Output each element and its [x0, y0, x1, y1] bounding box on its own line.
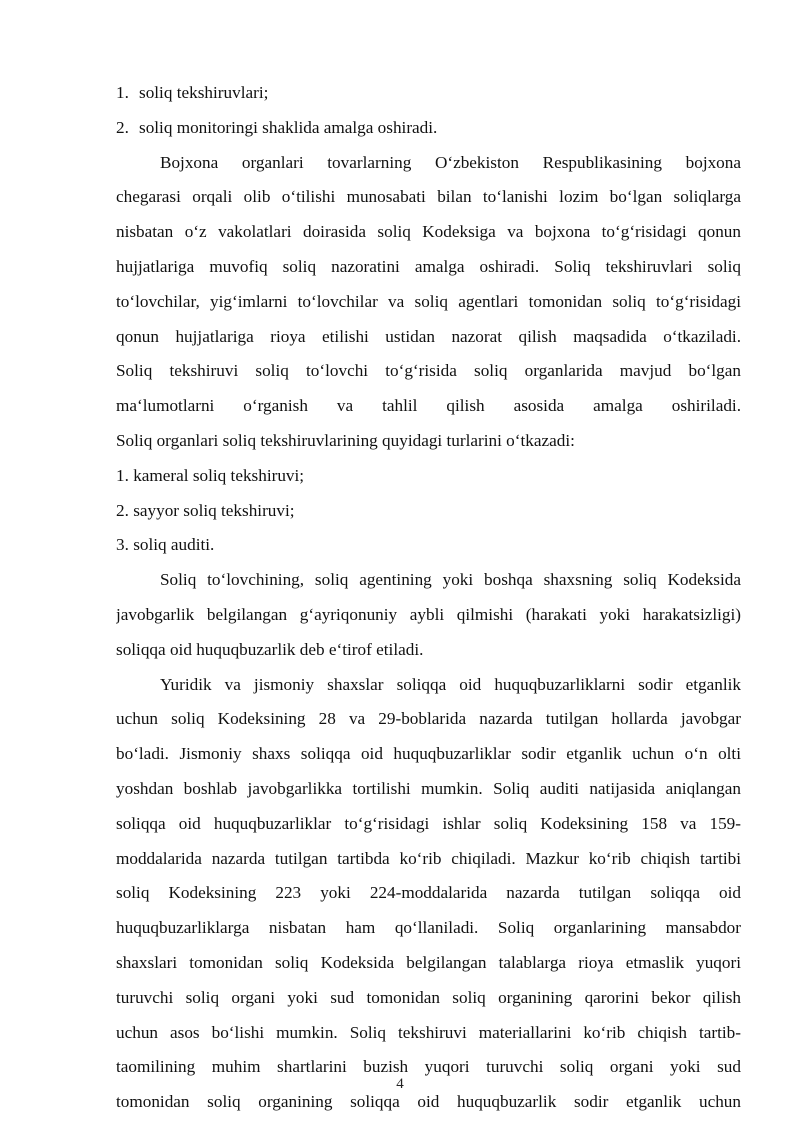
paragraph-bojxona [116, 146, 741, 459]
text-line: Yuridik va jismoniy shaxslar soliqqa oid huquqbuzarliklarni sodir etganlik [160, 674, 741, 694]
text-line: bo‘ladi. Jismoniy shaxs soliqqa oid huquqbuzarliklar sodir etganlik uchun o‘n olti [116, 744, 741, 764]
text-line: moddalarida nazarda tutilgan tartibda ko‘rib chiqiladi. Mazkur ko‘rib chiqish tartibi [116, 848, 741, 868]
text-line: nisbatan o‘z vakolatlari doirasida soliq Kodeksiga va bojxona to‘g‘risidagi qonun [116, 222, 741, 242]
page-number: 4 [396, 1076, 404, 1092]
list-item: 3. soliq auditi. [116, 535, 215, 555]
text-line: yoshdan boshlab javobgarlikka tortilishi mumkin. Soliq auditi natijasida aniqlangan [116, 778, 741, 798]
text-line: shaxslari tomonidan soliq Kodeksida belgilangan talablarga rioya etmaslik yuqori [116, 952, 741, 972]
text-line: soliq Kodeksining 223 yoki 224-moddalarida nazarda tutilgan soliqqa oid [116, 883, 741, 903]
list-number: 2. [116, 117, 129, 137]
paragraph-huquqbuzarlik-ta-rifi [116, 563, 741, 667]
list-item: 1. kameral soliq tekshiruvi; [116, 465, 305, 485]
text-line: soliqqa oid huquqbuzarlik deb e‘tirof etiladi. [116, 639, 424, 659]
list-text: soliq tekshiruvlari; [139, 83, 269, 102]
text-line: hujjatlariga muvofiq soliq nazoratini amalga oshiradi. Soliq tekshiruvlari soliq [116, 256, 741, 276]
text-line: qonun hujjatlariga rioya etilishi ustidan nazorat qilish maqsadida o‘tkaziladi. [116, 326, 741, 346]
text-line: Soliq organlari soliq tekshiruvlarining quyidagi turlarini o‘tkazadi: [116, 430, 575, 450]
list-item [116, 111, 741, 146]
list-item [116, 76, 741, 111]
text-line: Bojxona organlari tovarlarning O‘zbekiston Respublikasining bojxona [160, 152, 741, 172]
text-line: javobgarlik belgilangan g‘ayriqonuniy aybli qilmishi (harakati yoki harakatsizligi) [116, 604, 741, 624]
paragraph-javobgarlik [116, 668, 741, 1120]
text-line: soliqqa oid huquqbuzarliklar to‘g‘risidagi ishlar soliq Kodeksining 158 va 159- [116, 813, 741, 833]
text-line: uchun asos bo‘lishi mumkin. Soliq tekshiruvi materiallarini ko‘rib chiqish tartib- [116, 1022, 741, 1042]
text-line: huquqbuzarliklarga nisbatan ham qo‘llaniladi. Soliq organlarining mansabdor [116, 918, 741, 938]
text-line: turuvchi soliq organi yoki sud tomonidan soliq organining qarorini bekor qilish [116, 987, 741, 1007]
text-line: tomonidan soliq organining soliqqa oid huquqbuzarlik sodir etganlik uchun [116, 1092, 741, 1112]
text-line: Soliq tekshiruvi soliq to‘lovchi to‘g‘risida soliq organlarida mavjud bo‘lgan [116, 361, 741, 381]
page-body [116, 76, 741, 1120]
list-number: 1. [116, 83, 129, 102]
text-line: taomilining muhim shartlarini buzish yuqori turuvchi soliq organi yoki sud [116, 1057, 741, 1077]
numbered-list-tekshiruv-turlari [116, 459, 741, 563]
text-line: Soliq to‘lovchining, soliq agentining yoki boshqa shaxsning soliq Kodeksida [160, 570, 741, 590]
list-text: soliq monitoringi shaklida amalga oshiradi. [139, 117, 438, 137]
list-item: 2. sayyor soliq tekshiruvi; [116, 500, 295, 520]
text-line: ma‘lumotlarni o‘rganish va tahlil qilish asosida amalga oshiriladi. [116, 396, 741, 416]
text-line: chegarasi orqali olib o‘tilishi munosabati bilan to‘lanishi lozim bo‘lgan soliqlarga [116, 187, 741, 207]
text-line: uchun soliq Kodeksining 28 va 29-boblarida nazarda tutilgan hollarda javobgar [116, 709, 741, 729]
text-line: to‘lovchilar, yig‘imlarni to‘lovchilar va soliq agentlari tomonidan soliq to‘g‘risidagi [116, 291, 741, 311]
